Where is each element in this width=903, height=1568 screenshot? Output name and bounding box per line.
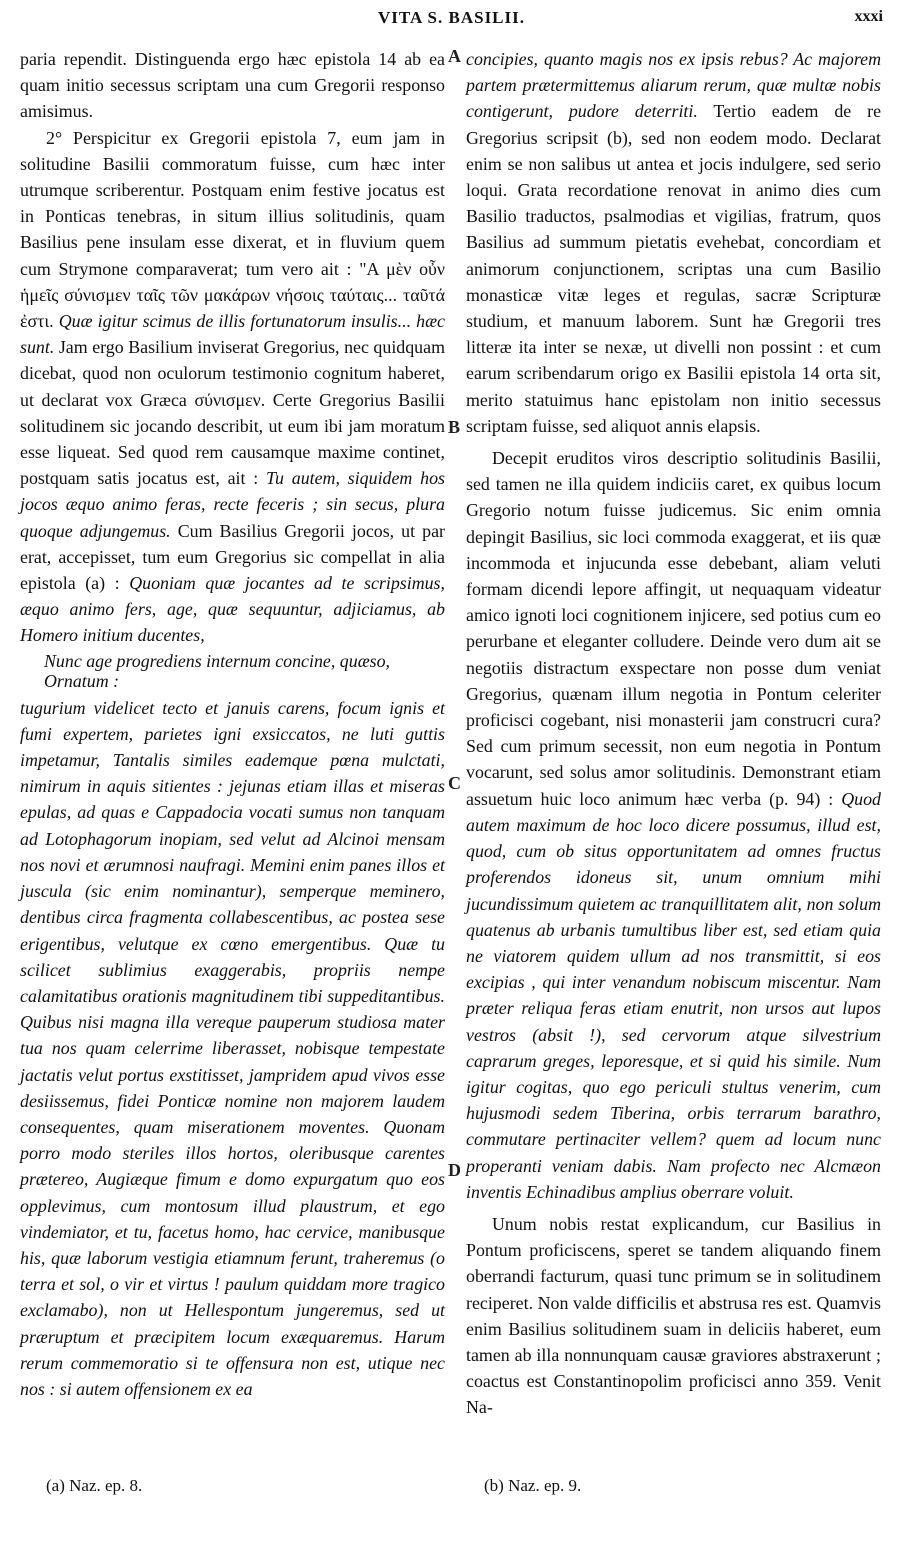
margin-marker-d: D: [448, 1160, 461, 1180]
paragraph: [466, 46, 881, 439]
text-run: 2° Perspicitur ex Gregorii epistola 7, eum jam in solitudine Basilii commoratum fuisse, cum hæc inter utrumque scriberentur. Postquam enim festive jocatus est in Ponticas tenebras, in situm illius solitudinis, quam Basilius pene insulam esse dixerat, et in fluvium quem cum Strymone comparaverat; tum vero ait :: [20, 127, 445, 279]
footnote-a: (a) Naz. ep. 8.: [46, 1476, 143, 1495]
italic-paragraph: tugurium videlicet tecto et januis carens, focum ignis et fumi expertem, parietes igni exsiccatos, ne luti guttis impetamur, Tantalis similes eademque pœna mulctati, nimirum in aquis sitientes : jejunas etiam illas et miseras epulas, ad quas e Cappadocia vocati sumus non tanquam ad Lotophagorum inopiam, sed velut ad Alcinoi mensam nos novi et ærumnosi naufragi. Memini enim panes illos et juscula (sic enim nominantur), semperque meminero, dentibus circa fragmenta collabescentibus, ac postea sese erigentibus, velutque ex cœno emergentibus. Quæ tu scilicet sublimius exaggerabis, propriis nempe calamitatibus orationis magnitudinem tibi suppeditantibus. Quibus nisi magna illa vereque pauperum studiosa mater tua nos quam celerrime liberasset, nobisque tempestate jactatis velut portus exstitisset, jampridem apud vivos esse desiissemus, fidei Ponticæ nomine non majorem laudem consequentes, quam miserationem moventes. Quonam porro modo steriles illos hortos, oleribusque carentes prætereo, Augiæque fimum e domo expurgatum quo eos opplevimus, cum montosum illud plaustrum, et ego vindemiator, et tu, facetus homo, hac cervice, manibusque his, quæ laborum vestigia etiamnum ferunt, traheremus (o terra et sol, o vir et virtus ! paulum quiddam more tragico exclamabo), non ut Hellespontum jungeremus, sed ut præruptum et præcipitem locum exæquaremus. Harum rerum commemoratio si te offensura non est, utique nec nos : si autem offensionem ex ea: [20, 697, 445, 1399]
margin-marker-a: A: [448, 46, 461, 66]
left-column: [20, 46, 445, 1402]
text-run: Decepit eruditos viros descriptio solitudinis Basilii, sed tamen ne illa quidem indiciis caret, ex quibus locum Gregorio notum fuisse judicemus. Sic enim omnia depingit Basilius, sic loci commoda exaggerat, et iis quæ incommoda et injucunda esse debebant, aliam veluti formam dicendi lepore affingit, ut nequaquam videatur amico ignoti loci cognitionem injicere, sed potius cum eo perurbane et eleganter colludere. Deinde vero dum ait se negotiis distractum exspectare non posse dum veniat Gregorius, quænam illum negotia in Pontum celeriter proficisci cogebant, nisi monasterii jam construcri cura? Sed cum primum secessit, non eum negotia in Pontum vocarunt, sed solus amor solitudinis. Demonstrant etiam assuetum huic loco animum hæc verba (p. 94) :: [466, 448, 881, 809]
italic-quote: Tu autem, siquidem hos jocos æquo animo feras, recte feceris ; sin secus, plura quoque adjungemus.: [20, 468, 445, 541]
running-title: VITA S. BASILII.: [377, 8, 526, 27]
paragraph: paria rependit. Distinguenda ergo hæc epistola 14 ab ea quam initio secessus scriptam una cum Gregorii responso amisimus.: [20, 49, 445, 122]
text-run: Tertio eadem de re Gregorius scripsit (b), sed non eodem modo. Declarat enim se non salibus ut antea et jocis indulgere, sed serio loqui. Grata recordatione renovat in animo dies cum Basilio traductos, psalmodias et vigilias, fratrum, quos Basilius ad summum pietatis evehebat, concordiam et animorum conjunctionem, scriptas una cum Basilio monasticæ vitæ leges et regulas, sacræ Scripturæ studium, et manuum laborem. Sunt hæ Gregorii tres litteræ ita inter se nexæ, ut divelli non possint : et cum earum scribendarum origo ex Basilii epistola 14 orta sit, merito statuimus hanc epistolam non initio secessus scriptam fuisse, sed aliquot annis elapsis.: [466, 101, 882, 436]
italic-quote: Quod autem maximum de hoc loco dicere possumus, illud est, quod, cum ob situs opportunitatem ad omnes fructus proferendos idoneus sit, unum omnium mihi jucundissimum quietem ac tranquillitatem alit, non solum quatenus ab urbanis tumultibus liber est, sed etiam quia ne viatorem quidem ullum ad nos transmittit, si eos excipias , qui inter venandum nobiscum miscentur. Nam præter reliqua feras etiam enutrit, non ursos aut lupos vestros (absit !), sed cervorum atque silvestrium caprarum greges, leporesque, et si quid his simile. Num igitur cogitas, quo ego periculi stultus venerim, cum hujusmodi sedem Tiberina, orbis terrarum barathro, commutare pertinaciter vellem? quem ad locum nunc properanti veniam dabis. Nam profecto nec Alcmæon inventis Echinadibus amplius oberrare voluit.: [466, 788, 881, 1202]
italic-quote: Quæ igitur scimus de illis fortunatorum insulis... hæc sunt.: [20, 311, 445, 358]
page-header: [0, 8, 903, 40]
paragraph: [20, 125, 445, 649]
text-run: Jam ergo Basilium inviserat Gregorius, nec quidquam dicebat, quod non oculorum testimonio cognitum haberet, ut declarat vox Græca σύνισμεν. Certe Gregorius Basilii solitudinem sic jocando describit, ut eum ibi jam moratum esse liqueat. Sed quod rem causamque maxime continet, postquam satis jocatus est, ait :: [20, 337, 445, 489]
paragraph: [466, 445, 881, 1205]
verse-line: Ornatum :: [44, 670, 120, 691]
italic-quote: Quoniam quæ jocantes ad te scripsimus, æquo animo fers, age, quæ sequuntur, adjiciamus, ab Homero initium ducentes,: [20, 573, 445, 646]
right-column: [466, 46, 881, 1421]
margin-marker-c: C: [448, 773, 461, 793]
verse-quote: [20, 651, 445, 691]
paragraph: Unum nobis restat explicandum, cur Basilius in Pontum proficiscens, speret se tandem aliquando finem oberrandi facturum, quasi tunc primum se in solitudinem reciperet. Non valde difficilis et abstrusa res est. Quamvis enim Basilius solitudinem suam in deliciis haberet, eum tamen ab illa nonnunquam causæ graviores abstraxerunt ; coactus est Constantinopolim proficisci anno 359. Venit Na-: [466, 1213, 881, 1418]
margin-marker-b: B: [448, 417, 461, 437]
greek-quote: "Α μὲν οὖν ἡμεῖς σύνισμεν ταῖς τῶν μακάρων νήσοις ταύταις... ταῦτά ἐστι.: [20, 258, 445, 332]
footnote-b: (b) Naz. ep. 9.: [484, 1476, 582, 1495]
italic-quote: concipies, quanto magis nos ex ipsis rebus? Ac majorem partem prætermittemus aliarum rerum, quæ multæ nobis contigerunt, pudore deterriti.: [466, 49, 881, 122]
verse-line: Nunc age progrediens internum concine, quæso,: [44, 650, 391, 671]
text-run: Cum Basilius Gregorii jocos, ut par erat, accepisset, tum eum Gregorius sic compellat in alia epistola (a) :: [20, 520, 445, 594]
page-number: xxxi: [854, 8, 883, 25]
